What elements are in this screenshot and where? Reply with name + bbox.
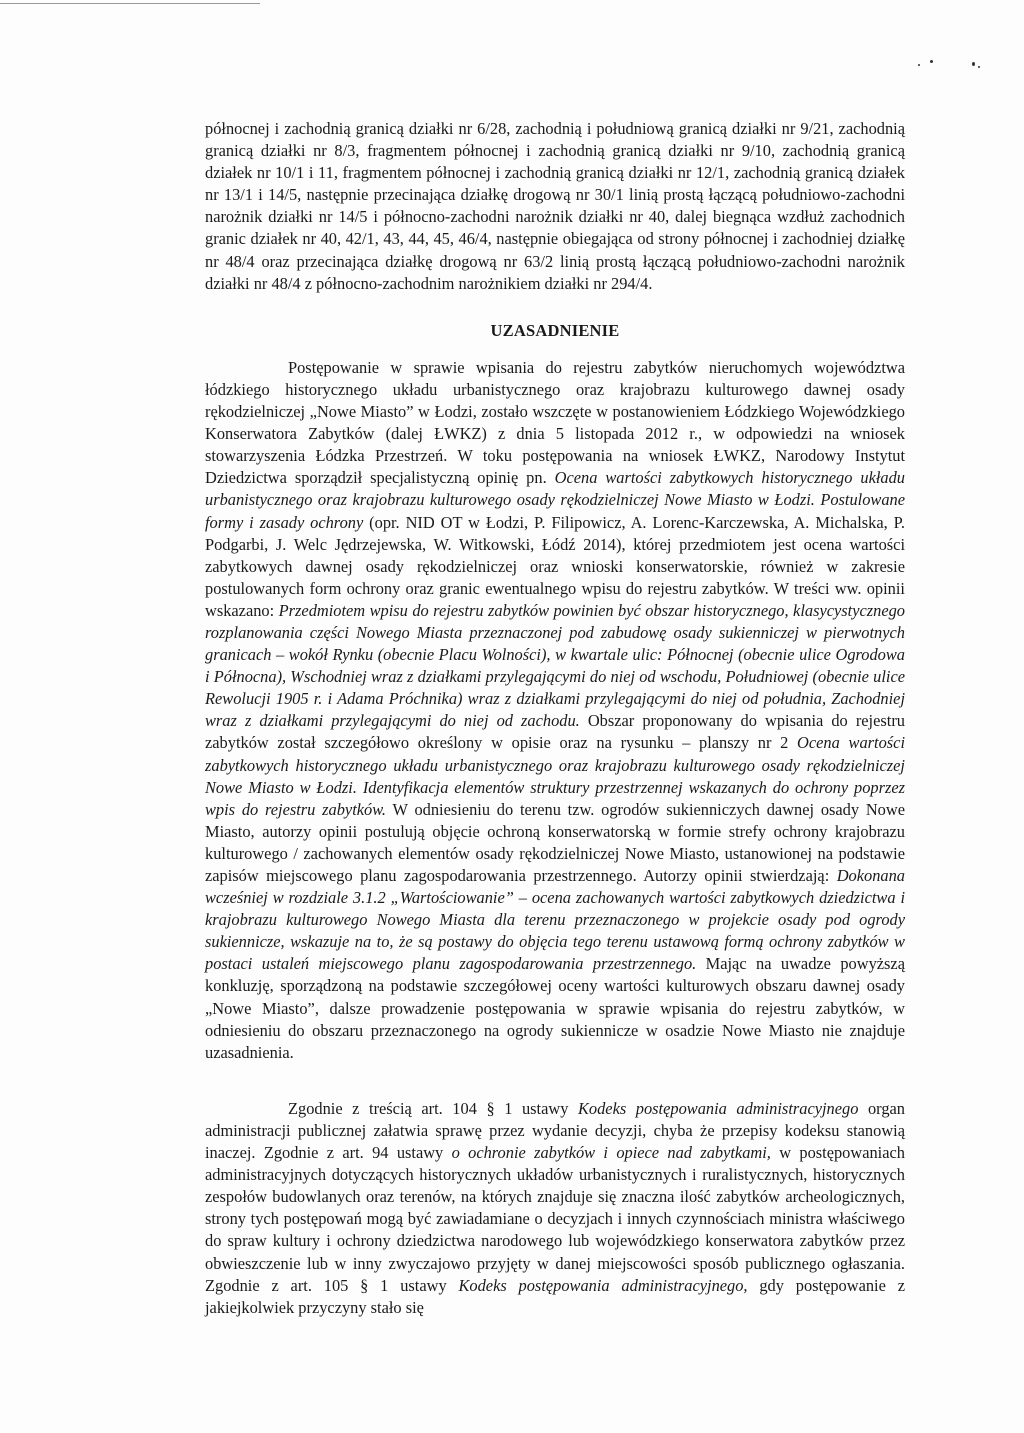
document-body	[205, 118, 905, 1319]
para1-italic-1: Ocena wartości zabytkowych historycznego układu urbanistycznego oraz krajobrazu kulturowego osady rękodzielniczej Nowe Miasto w Łodzi. Postulowane formy i zasady ochrony	[205, 468, 905, 532]
para2-text-3: w postępowaniach administracyjnych dotyczących historycznych układów urbanistycznych i ruralistycznych, historycznych zespołów budowlanych oraz terenów, na których znajduje się znaczna ilość zabytków archeologicznych, strony tych postępowań mogą być zawiadamiane o decyzjach i innych czynnościach ministra właściwego do spraw kultury i ochrony dziedzictwa narodowego lub wojewódzkiego konserwatora zabytków przez obwieszczenie lub w inny zwyczajowo przyjęty w danej miejscowości sposób publicznego ogłaszania. Zgodnie z art. 105 § 1 ustawy	[205, 1143, 905, 1295]
para1-italic-3: Ocena wartości zabytkowych historycznego układu urbanistycznego oraz krajobrazu kulturowego osady rękodzielniczej Nowe Miasto w Łodzi. Identyfikacja elementów struktury przestrzennej wskazanych do ochrony poprzez wpis do rejestru zabytków.	[205, 733, 905, 819]
para2-italic-1: Kodeks postępowania administracyjnego	[577, 1098, 859, 1118]
scan-specks	[914, 58, 984, 72]
intro-paragraph: północnej i zachodnią granicą działki nr 6/28, zachodnią i południową granicą działki nr 9/21, zachodnią granicą działki nr 8/3, fragmentem północnej i zachodnią granicą działki nr 9/10, zachodnią granicą działek nr 10/1 i 11, fragmentem północnej i zachodnią granicą działki nr 12/1, zachodnią granicą działek nr 13/1 i 14/5, następnie przecinająca działkę drogową nr 30/1 linią prostą łączącą południowo-zachodni narożnik działki nr 14/5 i północno-zachodni narożnik działki nr 40, dalej biegnąca wzdłuż zachodnich granic działek nr 40, 42/1, 43, 44, 45, 46/4, następnie obiegająca od strony północnej i zachodniej działkę nr 48/4 oraz przecinająca działkę drogową nr 63/2 linią prostą łączącą południowo-zachodni narożnik działki nr 48/4 z północno-zachodnim narożnikiem działki nr 294/4.	[205, 119, 905, 293]
para1-text-3: Obszar proponowany do wpisania do rejestru zabytków został szczegółowo określony w opisie oraz na rysunku – planszy nr 2	[205, 711, 905, 753]
scan-edge-line	[0, 3, 260, 4]
para2-italic-2: o ochronie zabytków i opiece nad zabytkami,	[451, 1143, 771, 1163]
para2-text-1: Zgodnie z treścią art. 104 § 1 ustawy	[288, 1098, 578, 1118]
para2-text-4: gdy postępowanie z jakiejkolwiek przyczyny stało się	[205, 1275, 905, 1317]
section-heading: UZASADNIENIE	[490, 320, 620, 340]
para1-text-2: (opr. NID OT w Łodzi, P. Filipowicz, A. Lorenc-Karczewska, A. Michalska, P. Podgarbi, J. Welc Jędrzejewska, W. Witkowski, Łódź 2014), której przedmiotem jest ocena wartości zabytkowych dawnej osady rękodzielniczej oraz wnioski konserwatorskie, również w zakresie postulowanych form ochrony oraz granic ewentualnego wpisu do rejestru zabytków. W treści ww. opinii wskazano:	[205, 512, 905, 620]
para2-text-2: organ administracji publicznej załatwia sprawę przez wydanie decyzji, chyba że przepisy kodeksu stanowią inaczej. Zgodnie z art. 94 ustawy	[205, 1098, 906, 1163]
para1-italic-2: Przedmiotem wpisu do rejestru zabytków powinien być obszar historycznego, klasycystycznego rozplanowania części Nowego Miasta przeznaczonej pod zabudowę osady sukienniczej w pierwotnych granicach – wokół Rynku (obecnie Placu Wolności), w kwartale ulic: Północnej (obecnie ulice Ogrodowa i Północna), Wschodniej wraz z działkami przylegającymi do niej od wschodu, Południowej (obecnie ulice Rewolucji 1905 r. i Adama Próchnika) wraz z działkami przylegającymi do niej od południa, Zachodniej wraz z działkami przylegającymi do niej od zachodu.	[205, 600, 905, 731]
para1-italic-4: Dokonana wcześniej w rozdziale 3.1.2 „Wartościowanie” – ocena zachowanych wartości zabytkowych dziedzictwa i krajobrazu kulturowego Nowego Miasta dla terenu przeznaczonego w projekcie osady pod ogrody sukiennicze, wskazuje na to, że są postawy do objęcia tego terenu ustawową formą ochrony zabytków w postaci ustaleń miejscowego planu zagospodarowania przestrzennego.	[205, 866, 905, 974]
justification-paragraph-2	[205, 1098, 905, 1319]
para1-text-5: Mając na uwadze powyższą konkluzję, sporządzoną na podstawie szczegółowej oceny wartości kulturowych obszaru dawnej osady „Nowe Miasto”, dalsze prowadzenie postępowania w sprawie wpisania do rejestru zabytków, w odniesieniu do obszaru przeznaczonego na ogrody sukiennicze w osadzie Nowe Miasto nie znajduje uzasadnienia.	[205, 954, 905, 1062]
para1-text-1: Postępowanie w sprawie wpisania do rejestru zabytków nieruchomych województwa łódzkiego historycznego układu urbanistycznego oraz krajobrazu kulturowego dawnej osady rękodzielniczej „Nowe Miasto” w Łodzi, zostało wszczęte w postanowieniem Łódzkiego Wojewódzkiego Konserwatora Zabytków (dalej ŁWKZ) z dnia 5 listopada 2012 r., w odpowiedzi na wniosek stowarzyszenia Łódzka Przestrzeń. W toku postępowania na wniosek ŁWKZ, Narodowy Instytut Dziedzictwa sporządził specjalistyczną opinię pn.	[205, 357, 905, 488]
justification-paragraph-1	[205, 357, 905, 1064]
para2-italic-3: Kodeks postępowania administracyjnego,	[458, 1275, 748, 1295]
para1-text-4: W odniesieniu do terenu tzw. ogrodów sukienniczych dawnej osady Nowe Miasto, autorzy opinii postulują objęcie ochroną konserwatorską w formie strefy ochrony krajobrazu kulturowego / zachowanych elementów osady rękodzielniczej Nowe Miasto, ustanowionej na podstawie zapisów miejscowego planu zagospodarowania przestrzennego. Autorzy opinii stwierdzają:	[205, 799, 905, 885]
